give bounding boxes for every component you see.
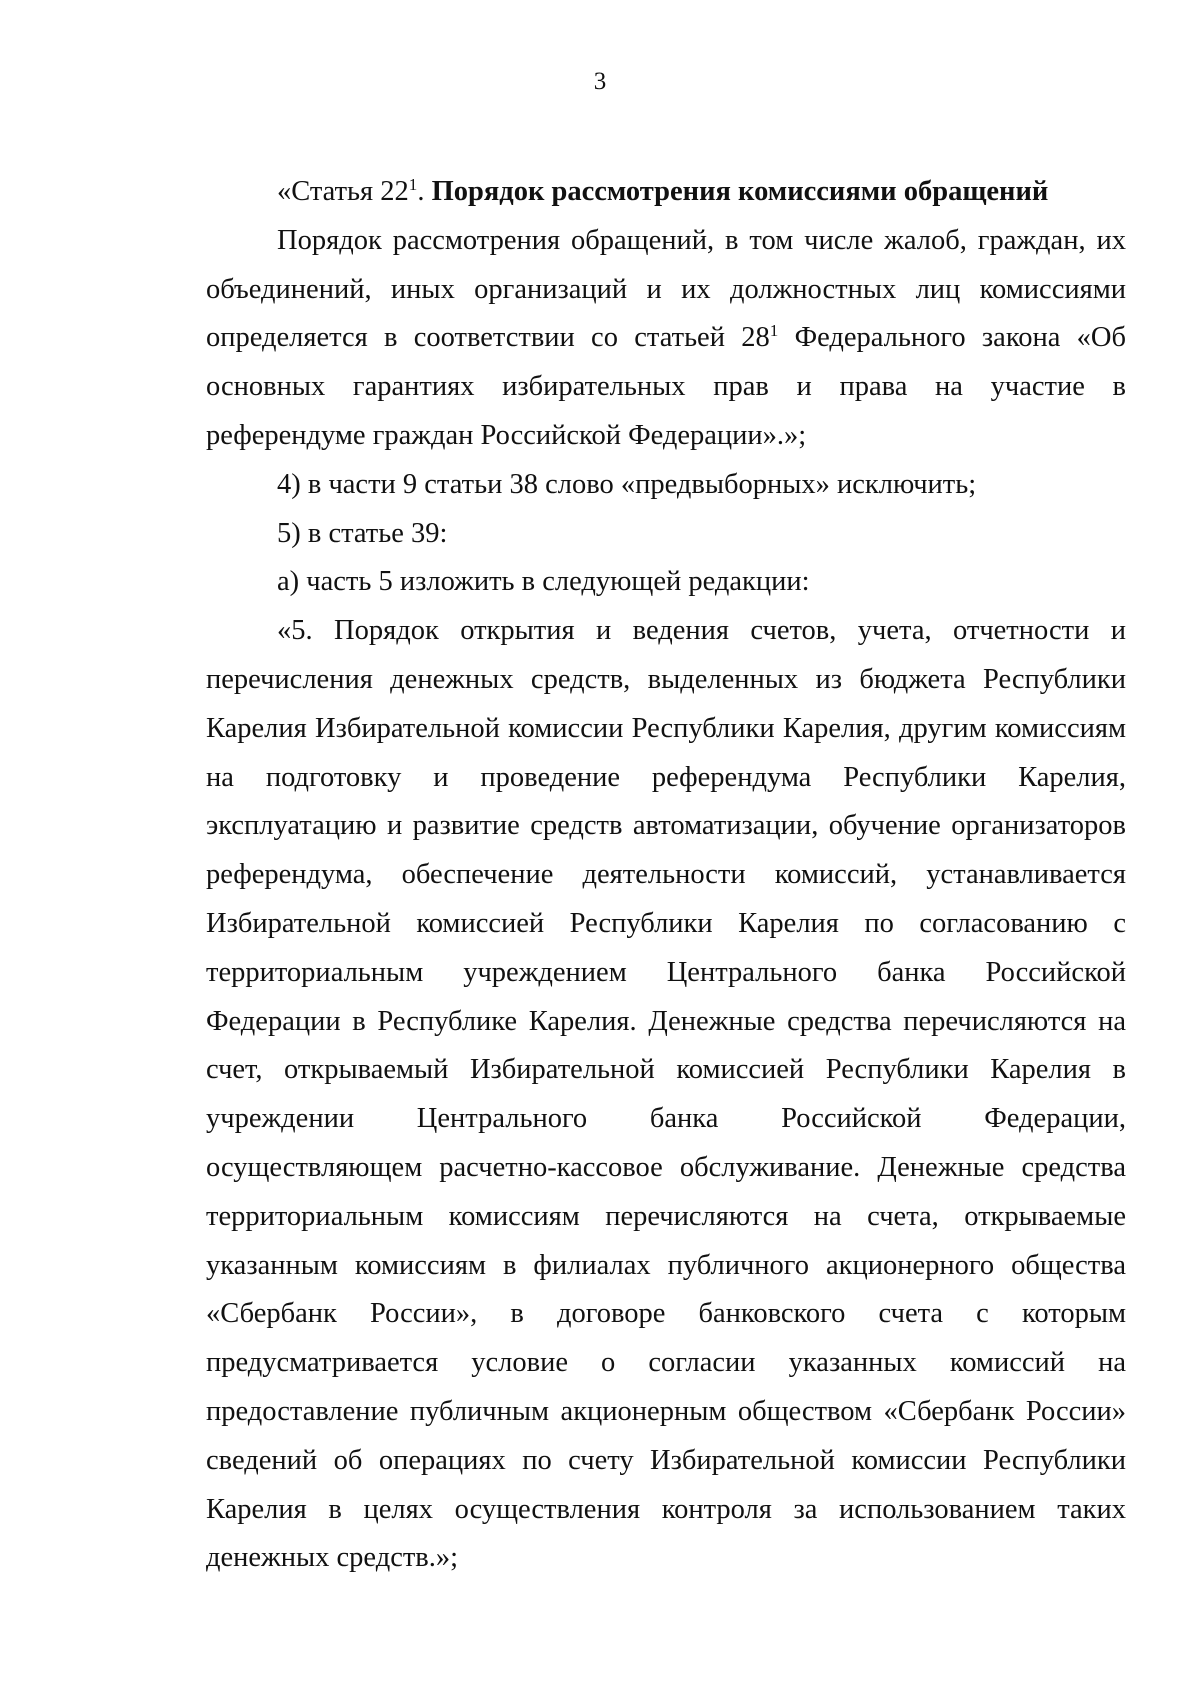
document-body bbox=[206, 168, 1126, 1583]
paragraph-1-text-end: Федерального закона «Об основных гарантиях избирательных прав и права на участие в референдуме граждан Российской Федерации».»; bbox=[206, 322, 1126, 451]
item-a: а) часть 5 изложить в следующей редакции: bbox=[277, 566, 810, 598]
page-number: 3 bbox=[593, 68, 607, 95]
article-heading-prefix: «Статья 22 bbox=[277, 176, 409, 207]
article-heading bbox=[206, 168, 1126, 217]
article-heading-separator: . bbox=[417, 176, 432, 207]
paragraph-1-superscript: 1 bbox=[769, 321, 779, 341]
item-5: 5) в статье 39: bbox=[277, 517, 448, 549]
article-heading-superscript: 1 bbox=[408, 174, 418, 194]
item-4: 4) в части 9 статьи 38 слово «предвыборных» исключить; bbox=[277, 468, 977, 500]
paragraph-appeals-procedure bbox=[206, 217, 1126, 461]
article-heading-title: Порядок рассмотрения комиссиями обращений bbox=[431, 176, 1049, 207]
paragraph-part-5: «5. Порядок открытия и ведения счетов, учета, отчетности и перечисления денежных средств, выделенных из бюджета Республики Карелия Избирательной комиссии Республики Карелия, другим комиссиям на подготовку и проведение референдума Республики Карелия, эксплуатацию и развитие средств автоматизации, обучение организаторов референдума, обеспечение деятельности комиссий, устанавливается Избирательной комиссией Республики Карелия по согласованию с территориальным учреждением Центрального банка Российской Федерации в Республике Карелия. Денежные средства перечисляются на счет, открываемый Избирательной комиссией Республики Карелия в учреждении Центрального банка Российской Федерации, осуществляющем расчетно-кассовое обслуживание. Денежные средства территориальным комиссиям перечисляются на счета, открываемые указанным комиссиям в филиалах публичного акционерного общества «Сбербанк России», в договоре банковского счета с которым предусматривается условие о согласии указанных комиссий на предоставление публичным акционерным обществом «Сбербанк России» сведений об операциях по счету Избирательной комиссии Республики Карелия в целях осуществления контроля за использованием таких денежных средств.»; bbox=[206, 615, 1126, 1574]
paragraph-1-text-start: Порядок рассмотрения обращений, в том числе жалоб, граждан, их объединений, иных организаций и их должностных лиц комиссиями определяется в соответствии со статьей 28 bbox=[206, 224, 1126, 354]
